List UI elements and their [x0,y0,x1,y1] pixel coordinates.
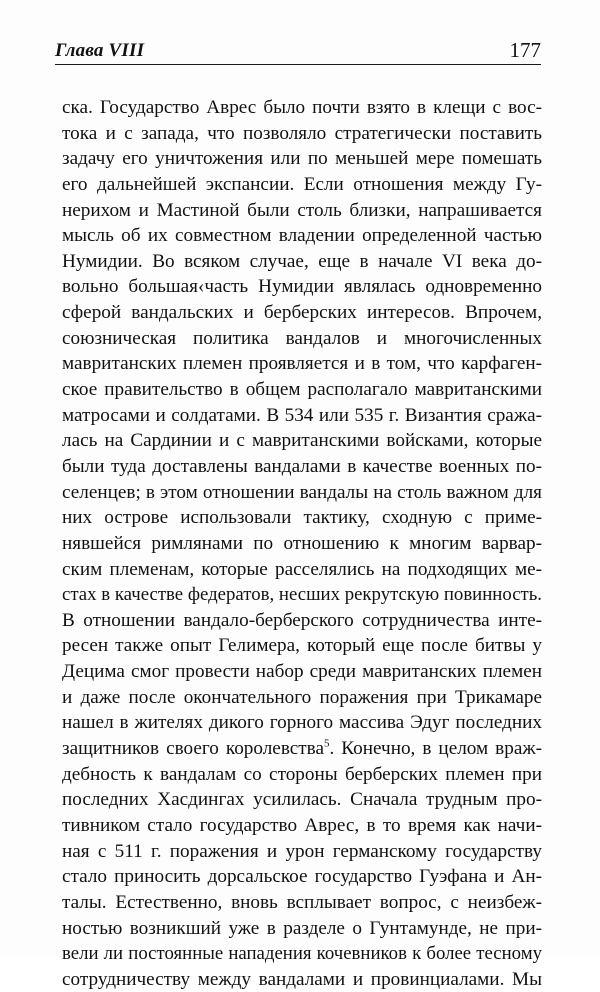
text-line: мавританских племен проявляется и в том, что карфаген- [62,353,542,375]
chapter-label: Глава VIII [55,40,145,61]
header-rule [55,64,541,65]
text-line: селенцев; в этом отношении вандалы на столь важном для [62,481,542,503]
text-line: ресен также опыт Гелимера, который еще после битвы у [62,635,542,657]
text-line: и даже после окончательного поражения при Трикамаре [62,686,542,708]
text-line: его дальнейшей экспансии. Если отношения между Гу- [62,173,542,195]
text-line: лась на Сардинии и с мавританскими войсками, которые [62,430,542,452]
text-line: ная с 511 г. поражения и урон германскому государству [62,840,542,862]
text-line: талы. Естественно, вновь всплывает вопрос, с неизбеж- [62,891,542,913]
text-line: тока и с запада, что позволяло стратегически поставить [62,122,542,144]
text-line: задачу его уничтожения или по меньшей мере помешать [62,148,542,170]
text-line: нерихом и Мастиной были столь близки, напрашивается [62,199,542,221]
text-line: ским племенам, которые расселялись на подходящих ме- [62,558,542,580]
text-line: Децима смог провести набор среди мавританских племен [62,661,542,683]
text-line: стах в качестве федератов, несших рекрутскую повинность. [62,584,542,606]
text-fragment: защитников своего королевства [62,738,324,760]
text-line: сферой вандальских и берберских интересов. Впрочем, [62,302,542,324]
text-line: Нумидии. Во всяком случае, еще в начале VI века до- [62,250,542,272]
text-line: сотрудничеству между вандалами и провинциалами. Мы [62,968,542,990]
text-line: последних Хасдингах усилилась. Сначала трудным про- [62,789,542,811]
footnote-reference[interactable]: 5 [324,737,330,750]
text-line: вели ли постоянные нападения кочевников к более тесному [62,943,542,965]
text-line: мысль об их совместном владении определенной частью [62,225,542,247]
text-line: союзническая политика вандалов и многочисленных [62,327,542,349]
text-line: нашел в жителях дикого горного массива Эдуг последних [62,712,542,734]
text-line: ское правительство в общем располагало мавританскими [62,379,542,401]
text-line-with-footnote [62,736,542,762]
text-line: стало приносить дорсальское государство Гуэфана и Ан- [62,866,542,888]
page-number: 177 [509,38,541,62]
text-line: матросами и солдатами. В 534 или 535 г. Византия сража- [62,404,542,426]
text-line: В отношении вандало-берберского сотрудничества инте- [62,609,542,631]
body-text [62,95,542,992]
text-line: дебность к вандалам со стороны берберских племен при [62,763,542,785]
text-line: нявшейся римлянами по отношению к многим варвар- [62,532,542,554]
text-line: них острове использовали тактику, сходную с приме- [62,507,542,529]
text-fragment: . Конечно, в целом враж- [329,738,542,760]
running-head [55,38,541,62]
text-line: ска. Государство Аврес было почти взято в клещи с вос- [62,97,542,118]
text-line: вольно большая‹часть Нумидии являлась одновременно [62,276,542,298]
text-line: были туда доставлены вандалами в качестве военных по- [62,455,542,477]
text-line: ностью возникший уже в разделе о Гунтамунде, не при- [62,917,542,939]
text-line: тивником стало государство Аврес, в то время как начи- [62,814,542,836]
